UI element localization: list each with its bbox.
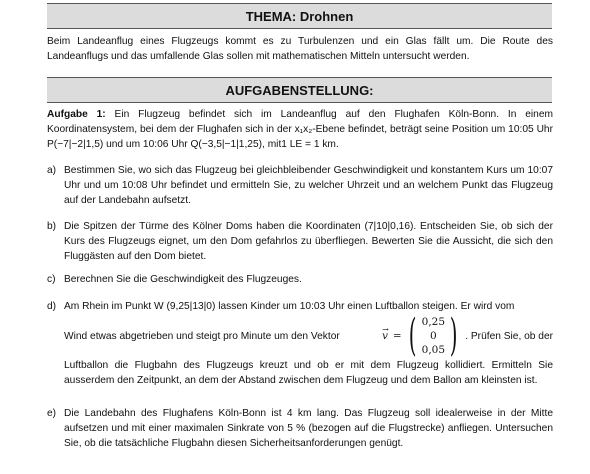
left-paren: ( (409, 310, 417, 362)
vector-lead: Wind etwas abgetrieben und steigt pro Minute um den Vektor (64, 330, 340, 342)
list-item-b (47, 219, 553, 265)
vector-letter: v (382, 330, 388, 342)
item-text: Berechnen Sie die Geschwindigkeit des Flugzeuges. (64, 274, 302, 285)
item-text: Bestimmen Sie, wo sich das Flugzeug bei gleichbleibender Geschwindigkeit und konstantem Kurs um 10:07 Uhr und um 10:08 Uhr befindet und ermitteln Sie, zu welcher Uhrzeit und an welchem Punkt das Flugzeug auf der Landebahn aufsetzt. (64, 165, 553, 207)
item-label: c) (47, 274, 56, 285)
list-item-a (47, 163, 553, 209)
vector-component: 0 (430, 330, 437, 343)
vector-component: 0,05 (421, 344, 446, 357)
task-heading: AUFGABENSTELLUNG: (225, 82, 374, 98)
right-paren: ) (449, 310, 458, 362)
list-item-d (47, 299, 553, 389)
column-vector (404, 310, 462, 362)
task1-text: Ein Flugzeug befindet sich im Landeanflug auf den Flughafen Köln-Bonn. In einem Koordinatensystem, bei dem der Flughafen sich in der x₁x₂-Ebene befindet, beträgt seine Position um 10:05 Uhr P(−7|−2|1,5) und um 10:06 Uhr Q(−3,5|−1|1,25), mit1 LE = 1 km. (47, 109, 553, 151)
vector-arrow: → (382, 324, 389, 334)
list-item-e (47, 406, 553, 452)
item-label: a) (47, 165, 57, 176)
vector-symbol (382, 324, 389, 344)
vector-line (64, 310, 553, 362)
task1-label: Aufgabe 1: (47, 109, 106, 120)
list-item-c (47, 272, 553, 287)
intro-paragraph: Beim Landeanflug eines Flugzeugs kommt es zu Turbulenzen und ein Glas fällt um. Die Route des Landeanflugs und das umfallende Glas sollen mit mathematischen Mitteln untersucht werden. (47, 36, 553, 63)
vector-equals: = (392, 330, 402, 342)
item-label: d) (47, 301, 57, 312)
item-text: Die Landebahn des Flughafens Köln-Bonn ist 4 km lang. Das Flugzeug soll idealerweise in der Mitte aufsetzen und mit einer maximalen Sinkrate von 5 % (bezogen auf die Flugstrecke) anfliegen. Untersuchen Sie, ob die tatsächliche Flugbahn diesen Sicherheitsanforderungen genügt. (64, 408, 553, 450)
item-text-before: Am Rhein im Punkt W (9,25|13|0) lassen Kinder um 10:03 Uhr einen Luftballon steigen. Er wird vom (64, 301, 515, 312)
theme-banner (47, 3, 552, 29)
item-text-after: Luftballon die Flugbahn des Flugzeugs kreuzt und ob er mit dem Flugzeug kollidiert. Ermitteln Sie ausserdem den Zeitpunkt, an dem der Abstand zwischen dem Flugzeug und dem Ballon am kleinsten ist. (64, 360, 553, 387)
task1-paragraph (47, 107, 553, 153)
item-label: e) (47, 408, 57, 419)
item-label: b) (47, 221, 57, 232)
item-text: Die Spitzen der Türme des Kölner Doms haben die Koordinaten (7|10|0,16). Entscheiden Sie, ob sich der Kurs des Flugzeugs eignet, um den Dom gefahrlos zu überfliegen. Bewerten Sie die Aussicht, die sich den Fluggästen auf den Dom bietet. (64, 221, 553, 263)
task-banner (47, 77, 552, 103)
vector-component: 0,25 (421, 316, 446, 329)
vector-tail: . Prüfen Sie, ob der (465, 330, 553, 342)
theme-title: THEMA: Drohnen (245, 8, 354, 24)
